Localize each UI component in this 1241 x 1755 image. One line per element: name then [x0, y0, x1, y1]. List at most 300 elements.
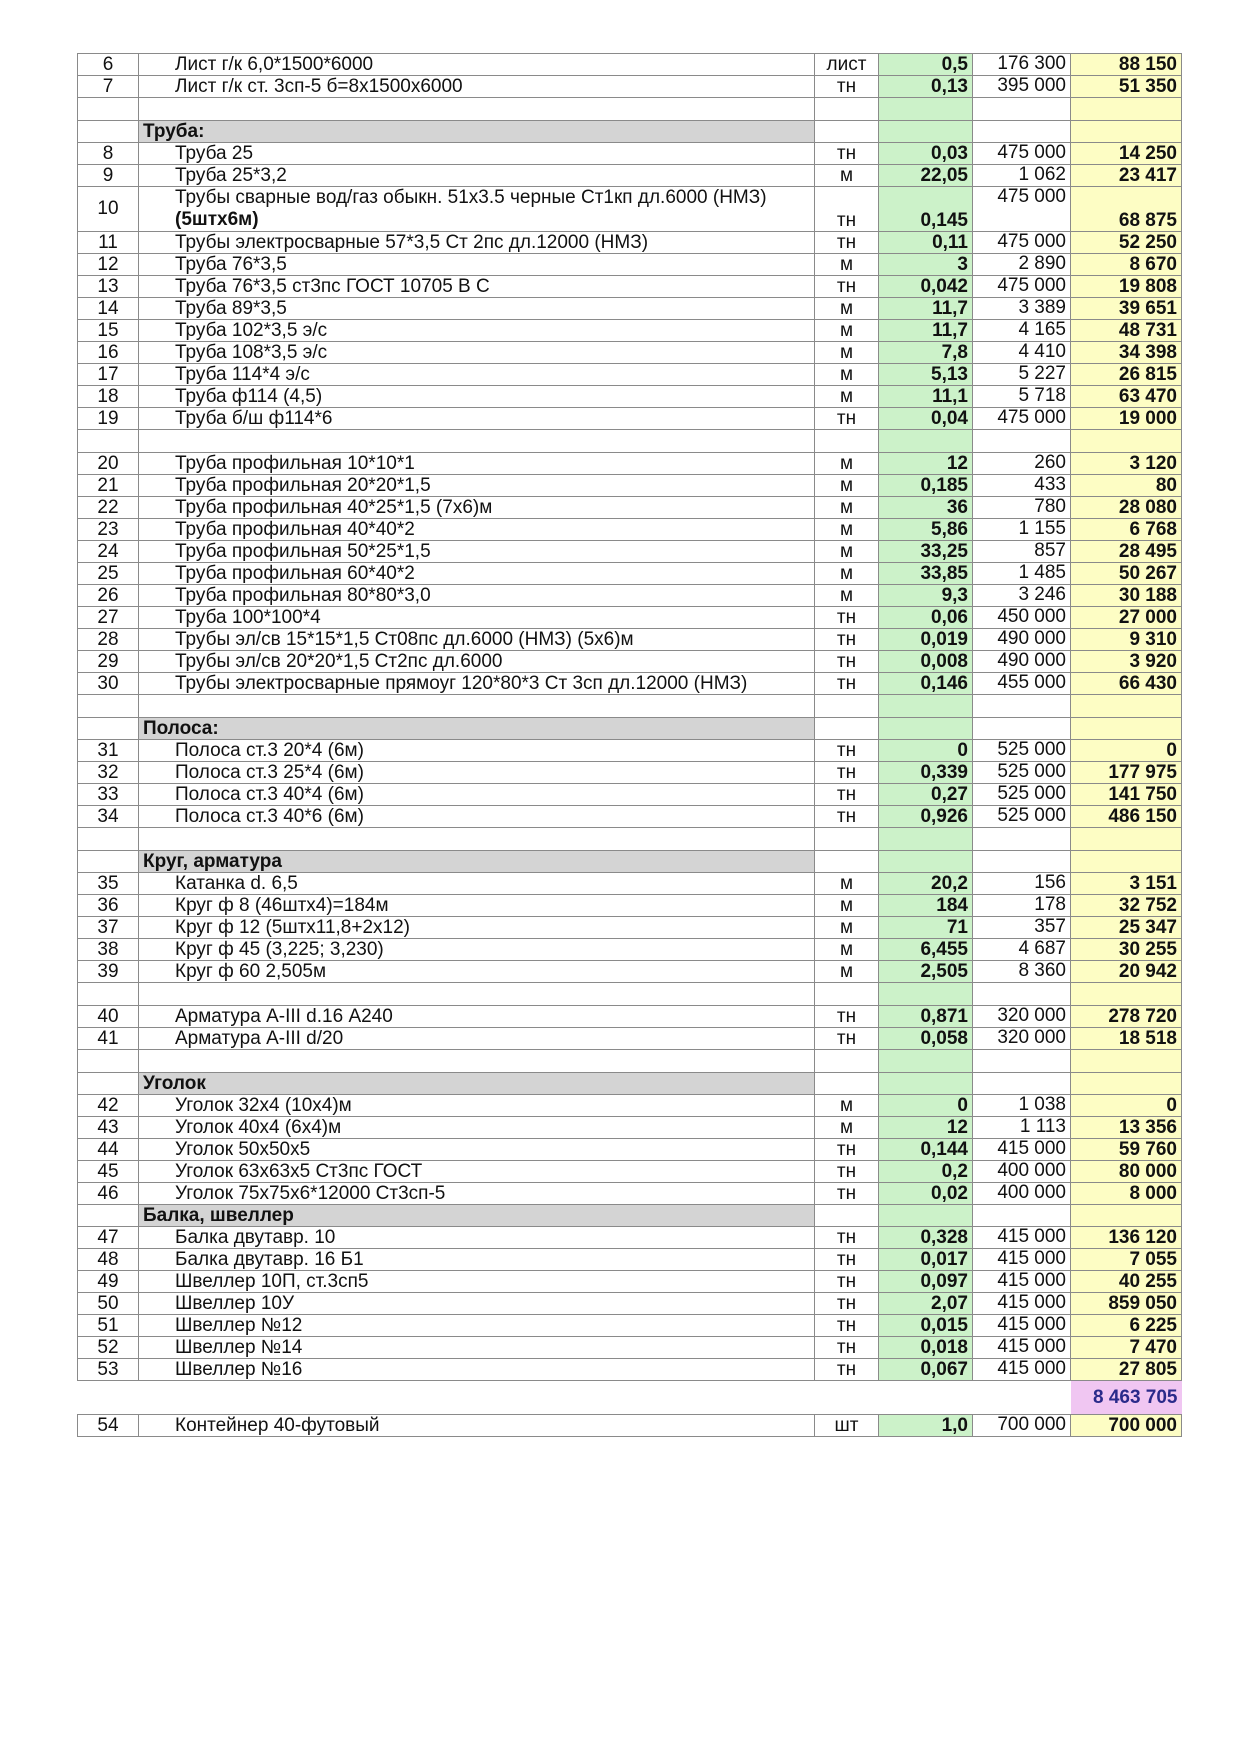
sum-cell	[1071, 983, 1182, 1006]
table-row	[78, 320, 1182, 342]
sum-cell: 0	[1071, 1095, 1182, 1117]
quantity-cell: 0,13	[879, 76, 973, 98]
sum-cell: 26 815	[1071, 364, 1182, 386]
sum-cell: 39 651	[1071, 298, 1182, 320]
unit-cell: тн	[815, 784, 879, 806]
quantity-cell: 0,926	[879, 806, 973, 828]
item-name: Труба 108*3,5 э/с	[139, 342, 815, 364]
row-number	[78, 430, 139, 453]
table-row	[78, 1415, 1182, 1437]
sum-cell: 19 000	[1071, 408, 1182, 430]
quantity-cell	[879, 695, 973, 718]
item-name	[139, 187, 815, 232]
unit-cell	[815, 695, 879, 718]
unit-cell: м	[815, 1095, 879, 1117]
sum-cell	[1071, 1205, 1182, 1227]
sum-cell	[1071, 430, 1182, 453]
row-number: 36	[78, 895, 139, 917]
price-cell: 415 000	[973, 1337, 1071, 1359]
item-name: Полоса ст.3 40*4 (6м)	[139, 784, 815, 806]
blank-row	[78, 828, 1182, 851]
table-row	[78, 1095, 1182, 1117]
sum-cell: 8 670	[1071, 254, 1182, 276]
price-cell: 780	[973, 497, 1071, 519]
unit-cell: м	[815, 873, 879, 895]
row-number: 19	[78, 408, 139, 430]
unit-cell: тн	[815, 276, 879, 298]
row-number: 43	[78, 1117, 139, 1139]
sum-cell: 59 760	[1071, 1139, 1182, 1161]
table-row	[78, 563, 1182, 585]
sum-cell: 6 768	[1071, 519, 1182, 541]
item-name: Полоса ст.3 20*4 (6м)	[139, 740, 815, 762]
row-number	[78, 983, 139, 1006]
row-number: 15	[78, 320, 139, 342]
quantity-cell: 33,85	[879, 563, 973, 585]
item-name: Труба ф114 (4,5)	[139, 386, 815, 408]
item-name-line: Трубы сварные вод/газ обыкн. 51х3.5 черные Ст1кп дл.6000 (НМЗ)	[175, 187, 767, 208]
table-row	[78, 408, 1182, 430]
item-name: Круг ф 45 (3,225; 3,230)	[139, 939, 815, 961]
grand-total: 8 463 705	[1071, 1381, 1182, 1415]
sum-cell	[1071, 121, 1182, 143]
section-header-row	[78, 718, 1182, 740]
section-header-row	[78, 1073, 1182, 1095]
price-cell: 357	[973, 917, 1071, 939]
sum-cell: 50 267	[1071, 563, 1182, 585]
item-name: Полоса ст.3 40*6 (6м)	[139, 806, 815, 828]
unit-cell	[815, 828, 879, 851]
item-name: Трубы эл/св 20*20*1,5 Ст2пс дл.6000	[139, 651, 815, 673]
sum-cell: 27 805	[1071, 1359, 1182, 1381]
row-number	[78, 851, 139, 873]
item-name: Уголок 32х4 (10х4)м	[139, 1095, 815, 1117]
table-row	[78, 961, 1182, 983]
price-cell: 525 000	[973, 762, 1071, 784]
price-cell	[973, 983, 1071, 1006]
item-name: Трубы электросварные прямоуг 120*80*3 Ст 3сп дл.12000 (НМЗ)	[139, 673, 815, 695]
sum-cell: 40 255	[1071, 1271, 1182, 1293]
item-name: Швеллер 10У	[139, 1293, 815, 1315]
sum-cell: 7 055	[1071, 1249, 1182, 1271]
quantity-cell: 7,8	[879, 342, 973, 364]
unit-cell: тн	[815, 762, 879, 784]
sum-cell	[1071, 828, 1182, 851]
item-name: Контейнер 40-футовый	[139, 1415, 815, 1437]
price-cell: 455 000	[973, 673, 1071, 695]
sum-cell: 23 417	[1071, 165, 1182, 187]
unit-cell: м	[815, 298, 879, 320]
item-name: Швеллер 10П, ст.3сп5	[139, 1271, 815, 1293]
unit-cell	[815, 983, 879, 1006]
quantity-cell	[879, 983, 973, 1006]
quantity-cell: 0,144	[879, 1139, 973, 1161]
unit-cell	[815, 98, 879, 121]
blank-row	[78, 98, 1182, 121]
quantity-cell: 3	[879, 254, 973, 276]
price-cell: 475 000	[973, 276, 1071, 298]
quantity-cell: 0,097	[879, 1271, 973, 1293]
quantity-cell	[879, 1205, 973, 1227]
sum-cell	[1071, 1050, 1182, 1073]
price-cell: 525 000	[973, 784, 1071, 806]
item-name: Лист г/к 6,0*1500*6000	[139, 54, 815, 76]
row-number: 50	[78, 1293, 139, 1315]
item-name: Балка двутавр. 10	[139, 1227, 815, 1249]
price-cell: 490 000	[973, 629, 1071, 651]
quantity-cell: 0	[879, 1095, 973, 1117]
price-cell: 3 246	[973, 585, 1071, 607]
item-name: Швеллер №14	[139, 1337, 815, 1359]
unit-cell: м	[815, 453, 879, 475]
row-number: 22	[78, 497, 139, 519]
price-cell	[973, 1073, 1071, 1095]
item-name: Труба профильная 40*40*2	[139, 519, 815, 541]
row-number: 24	[78, 541, 139, 563]
row-number: 29	[78, 651, 139, 673]
item-name: Швеллер №16	[139, 1359, 815, 1381]
quantity-cell: 33,25	[879, 541, 973, 563]
unit-cell: тн	[815, 651, 879, 673]
quantity-cell	[879, 430, 973, 453]
price-cell: 4 687	[973, 939, 1071, 961]
item-name: Труба 114*4 э/с	[139, 364, 815, 386]
row-number	[78, 121, 139, 143]
price-table-body	[78, 54, 1182, 1437]
quantity-cell: 9,3	[879, 585, 973, 607]
table-row	[78, 165, 1182, 187]
sum-cell: 80	[1071, 475, 1182, 497]
sum-cell: 25 347	[1071, 917, 1182, 939]
section-header-row	[78, 1205, 1182, 1227]
sum-cell: 30 255	[1071, 939, 1182, 961]
quantity-cell: 6,455	[879, 939, 973, 961]
item-name: Труба 102*3,5 э/с	[139, 320, 815, 342]
price-cell	[973, 430, 1071, 453]
price-cell	[973, 98, 1071, 121]
sum-cell: 66 430	[1071, 673, 1182, 695]
item-name: Труба профильная 80*80*3,0	[139, 585, 815, 607]
unit-cell: м	[815, 541, 879, 563]
section-title: Труба:	[139, 121, 815, 143]
quantity-cell: 0,03	[879, 143, 973, 165]
table-row	[78, 607, 1182, 629]
item-name: Труба профильная 40*25*1,5 (7х6)м	[139, 497, 815, 519]
quantity-cell: 0,018	[879, 1337, 973, 1359]
unit-cell: м	[815, 342, 879, 364]
quantity-cell: 0,27	[879, 784, 973, 806]
item-name: Трубы эл/св 15*15*1,5 Ст08пс дл.6000 (НМЗ) (5х6)м	[139, 629, 815, 651]
grand-total-row	[78, 1381, 1182, 1415]
price-cell: 395 000	[973, 76, 1071, 98]
item-name: Арматура А-III d.16 А240	[139, 1006, 815, 1028]
sum-cell: 20 942	[1071, 961, 1182, 983]
quantity-cell: 12	[879, 453, 973, 475]
price-cell: 1 038	[973, 1095, 1071, 1117]
quantity-cell: 5,86	[879, 519, 973, 541]
price-cell	[973, 1050, 1071, 1073]
unit-cell: м	[815, 386, 879, 408]
row-number	[78, 695, 139, 718]
unit-cell: м	[815, 939, 879, 961]
unit-cell: м	[815, 254, 879, 276]
quantity-cell: 36	[879, 497, 973, 519]
table-row	[78, 673, 1182, 695]
sum-cell	[1071, 1073, 1182, 1095]
unit-cell: тн	[815, 1315, 879, 1337]
table-row	[78, 1359, 1182, 1381]
price-table	[77, 53, 1182, 1437]
unit-cell	[815, 430, 879, 453]
quantity-cell: 184	[879, 895, 973, 917]
table-row	[78, 1183, 1182, 1205]
table-row	[78, 651, 1182, 673]
price-cell: 490 000	[973, 651, 1071, 673]
unit-cell: м	[815, 497, 879, 519]
price-cell	[973, 828, 1071, 851]
section-title: Круг, арматура	[139, 851, 815, 873]
quantity-cell: 0,145	[879, 187, 973, 232]
unit-cell: тн	[815, 76, 879, 98]
row-number: 37	[78, 917, 139, 939]
table-row	[78, 762, 1182, 784]
item-name: Круг ф 8 (46штх4)=184м	[139, 895, 815, 917]
price-cell: 857	[973, 541, 1071, 563]
quantity-cell: 22,05	[879, 165, 973, 187]
item-name: Арматура А-III d/20	[139, 1028, 815, 1050]
item-name: Труба б/ш ф114*6	[139, 408, 815, 430]
sum-cell: 28 495	[1071, 541, 1182, 563]
table-row	[78, 232, 1182, 254]
price-cell: 475 000	[973, 408, 1071, 430]
table-row	[78, 740, 1182, 762]
price-cell: 415 000	[973, 1293, 1071, 1315]
quantity-cell: 0,11	[879, 232, 973, 254]
row-number: 25	[78, 563, 139, 585]
table-row	[78, 475, 1182, 497]
table-row	[78, 1249, 1182, 1271]
quantity-cell: 0	[879, 740, 973, 762]
unit-cell: тн	[815, 1359, 879, 1381]
price-cell: 1 113	[973, 1117, 1071, 1139]
price-cell: 525 000	[973, 740, 1071, 762]
row-number: 23	[78, 519, 139, 541]
quantity-cell: 0,017	[879, 1249, 973, 1271]
quantity-cell: 0,019	[879, 629, 973, 651]
price-cell: 8 360	[973, 961, 1071, 983]
sum-cell: 28 080	[1071, 497, 1182, 519]
unit-cell: тн	[815, 673, 879, 695]
item-name: Лист г/к ст. 3сп-5 б=8х1500х6000	[139, 76, 815, 98]
row-number	[78, 98, 139, 121]
unit-cell: м	[815, 917, 879, 939]
item-name: Катанка d. 6,5	[139, 873, 815, 895]
sum-cell: 19 808	[1071, 276, 1182, 298]
quantity-cell	[879, 121, 973, 143]
item-name: Труба профильная 50*25*1,5	[139, 541, 815, 563]
unit-cell: тн	[815, 1337, 879, 1359]
row-number: 17	[78, 364, 139, 386]
price-cell: 260	[973, 453, 1071, 475]
sum-cell: 136 120	[1071, 1227, 1182, 1249]
price-cell	[973, 121, 1071, 143]
table-row	[78, 1028, 1182, 1050]
item-name: Круг ф 60 2,505м	[139, 961, 815, 983]
sum-cell: 63 470	[1071, 386, 1182, 408]
quantity-cell: 0,058	[879, 1028, 973, 1050]
section-title: Полоса:	[139, 718, 815, 740]
quantity-cell: 0,06	[879, 607, 973, 629]
row-number: 39	[78, 961, 139, 983]
unit-cell: м	[815, 895, 879, 917]
price-cell: 176 300	[973, 54, 1071, 76]
row-number: 33	[78, 784, 139, 806]
item-name: Труба профильная 60*40*2	[139, 563, 815, 585]
quantity-cell	[879, 718, 973, 740]
unit-cell: м	[815, 961, 879, 983]
unit-cell	[815, 1050, 879, 1073]
price-cell: 525 000	[973, 806, 1071, 828]
price-cell: 1 062	[973, 165, 1071, 187]
item-name: Труба 76*3,5	[139, 254, 815, 276]
table-row	[78, 1006, 1182, 1028]
item-name: Труба 25	[139, 143, 815, 165]
table-row	[78, 939, 1182, 961]
item-name	[139, 98, 815, 121]
item-name: Труба профильная 10*10*1	[139, 453, 815, 475]
row-number: 48	[78, 1249, 139, 1271]
quantity-cell: 0,02	[879, 1183, 973, 1205]
row-number: 27	[78, 607, 139, 629]
row-number	[78, 1073, 139, 1095]
price-cell: 415 000	[973, 1315, 1071, 1337]
sum-cell	[1071, 695, 1182, 718]
quantity-cell: 0,015	[879, 1315, 973, 1337]
table-row	[78, 364, 1182, 386]
row-number: 30	[78, 673, 139, 695]
price-cell: 320 000	[973, 1028, 1071, 1050]
row-number	[78, 828, 139, 851]
quantity-cell	[879, 1050, 973, 1073]
section-header-row	[78, 851, 1182, 873]
sum-cell: 52 250	[1071, 232, 1182, 254]
table-row	[78, 143, 1182, 165]
price-cell: 1 485	[973, 563, 1071, 585]
unit-cell: тн	[815, 1271, 879, 1293]
item-name-note: (5штх6м)	[175, 209, 259, 230]
item-name: Полоса ст.3 25*4 (6м)	[139, 762, 815, 784]
item-name: Труба 100*100*4	[139, 607, 815, 629]
row-number: 38	[78, 939, 139, 961]
unit-cell: тн	[815, 629, 879, 651]
row-number: 51	[78, 1315, 139, 1337]
sum-cell	[1071, 851, 1182, 873]
item-name: Труба 89*3,5	[139, 298, 815, 320]
quantity-cell	[879, 98, 973, 121]
row-number: 10	[78, 187, 139, 232]
table-row	[78, 342, 1182, 364]
unit-cell	[815, 1205, 879, 1227]
row-number: 45	[78, 1161, 139, 1183]
price-cell: 433	[973, 475, 1071, 497]
table-row	[78, 386, 1182, 408]
unit-cell: тн	[815, 1006, 879, 1028]
item-name: Уголок 50х50х5	[139, 1139, 815, 1161]
price-cell: 475 000	[973, 143, 1071, 165]
unit-cell: м	[815, 519, 879, 541]
sum-cell: 3 920	[1071, 651, 1182, 673]
row-number: 32	[78, 762, 139, 784]
table-row	[78, 1227, 1182, 1249]
sum-cell: 30 188	[1071, 585, 1182, 607]
unit-cell: м	[815, 320, 879, 342]
row-number: 31	[78, 740, 139, 762]
table-row	[78, 453, 1182, 475]
quantity-cell	[879, 851, 973, 873]
row-number: 41	[78, 1028, 139, 1050]
row-number: 47	[78, 1227, 139, 1249]
unit-cell: м	[815, 364, 879, 386]
sum-cell: 700 000	[1071, 1415, 1182, 1437]
price-cell: 1 155	[973, 519, 1071, 541]
item-name: Труба профильная 20*20*1,5	[139, 475, 815, 497]
price-cell: 415 000	[973, 1271, 1071, 1293]
row-number: 42	[78, 1095, 139, 1117]
quantity-cell	[879, 828, 973, 851]
price-cell: 178	[973, 895, 1071, 917]
price-cell: 400 000	[973, 1161, 1071, 1183]
unit-cell: тн	[815, 1227, 879, 1249]
item-name: Труба 76*3,5 ст3пс ГОСТ 10705 В С	[139, 276, 815, 298]
row-number: 6	[78, 54, 139, 76]
price-cell: 475 000	[973, 187, 1071, 232]
price-cell: 475 000	[973, 232, 1071, 254]
price-cell: 415 000	[973, 1359, 1071, 1381]
quantity-cell: 0,339	[879, 762, 973, 784]
sum-cell: 51 350	[1071, 76, 1182, 98]
unit-cell: шт	[815, 1415, 879, 1437]
unit-cell: м	[815, 563, 879, 585]
sum-cell: 3 120	[1071, 453, 1182, 475]
table-row	[78, 1337, 1182, 1359]
quantity-cell: 2,505	[879, 961, 973, 983]
row-number: 28	[78, 629, 139, 651]
item-name	[139, 828, 815, 851]
item-name: Уголок 40х4 (6х4)м	[139, 1117, 815, 1139]
unit-cell: тн	[815, 1183, 879, 1205]
sum-cell: 80 000	[1071, 1161, 1182, 1183]
sum-cell: 9 310	[1071, 629, 1182, 651]
row-number: 21	[78, 475, 139, 497]
unit-cell	[815, 1073, 879, 1095]
price-cell: 3 389	[973, 298, 1071, 320]
row-number: 54	[78, 1415, 139, 1437]
sum-cell: 13 356	[1071, 1117, 1182, 1139]
table-row	[78, 1271, 1182, 1293]
price-cell: 320 000	[973, 1006, 1071, 1028]
price-cell	[973, 718, 1071, 740]
table-row	[78, 276, 1182, 298]
total-spacer	[78, 1381, 1071, 1415]
unit-cell: тн	[815, 1293, 879, 1315]
table-row	[78, 76, 1182, 98]
item-name: Уголок 75х75х6*12000 Ст3сп-5	[139, 1183, 815, 1205]
quantity-cell: 0,146	[879, 673, 973, 695]
blank-row	[78, 430, 1182, 453]
row-number: 11	[78, 232, 139, 254]
price-cell	[973, 851, 1071, 873]
table-row	[78, 1293, 1182, 1315]
